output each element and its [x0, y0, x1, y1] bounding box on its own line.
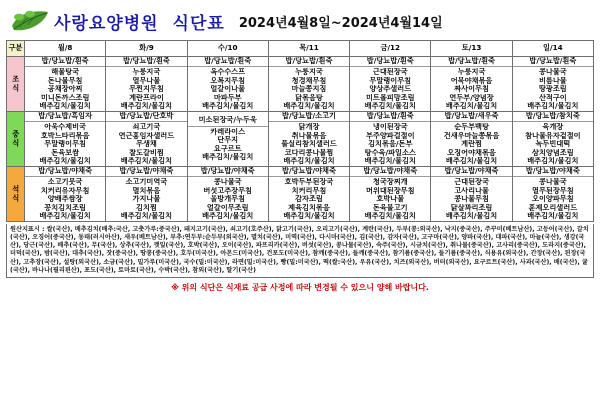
- menu-item: 가지나물: [132, 195, 161, 204]
- menu-item: 얼갈이무조림: [206, 203, 249, 212]
- menu-item: 삼치양념조림: [532, 148, 574, 157]
- menu-item: 배추김치/물김치: [120, 212, 173, 221]
- menu-cell: [106, 111, 187, 166]
- menu-item: 머위대된장무침: [365, 186, 415, 195]
- menu-item: 냉이된장국: [372, 123, 408, 132]
- menu-item: 배추김치/물김치: [202, 153, 254, 162]
- menu-item: 탕수육/파일소스: [364, 148, 416, 157]
- menu-item: 배추김치/물김치: [527, 212, 579, 221]
- menu-item: 찰도갈비찜: [129, 148, 164, 157]
- menu-item: 밥/당뇨밥/야채죽: [269, 167, 349, 177]
- menu-item: 콩나물국: [538, 178, 567, 187]
- menu-item: 청국장찌개: [372, 178, 408, 187]
- menu-item: 근대된장국: [454, 178, 489, 187]
- day-header-3: 목/11: [268, 41, 349, 57]
- leaf-icon: [10, 8, 50, 34]
- menu-item: 배추김치/물김치: [39, 157, 91, 166]
- menu-item: 얼갈이나물: [210, 85, 246, 94]
- menu-item: 배추김치/물김치: [202, 212, 254, 221]
- menu-item: 배추김치/물김치: [527, 102, 579, 111]
- menu-item: 순두부백탕: [454, 123, 489, 132]
- menu-cell: [106, 166, 187, 221]
- menu-item: 콩나물국: [538, 68, 567, 77]
- menu-item: 밥/당뇨밥/흰죽: [106, 57, 186, 67]
- menu-item: 밥/당뇨밥/흰죽: [269, 57, 349, 67]
- menu-item: 쇠고기국: [132, 123, 161, 132]
- period-label: 2024년4월8일~2024년4월14일: [238, 15, 443, 31]
- menu-item: 짜사이무침: [454, 85, 489, 94]
- menu-cell: [431, 57, 512, 112]
- menu-cell: [431, 111, 512, 166]
- menu-item: 마파두부: [213, 93, 242, 102]
- menu-item: 밥/당뇨밥/야채죽: [106, 167, 186, 177]
- menu-item: 고사리나물: [454, 186, 489, 195]
- day-header-4: 금/12: [350, 41, 431, 57]
- menu-item: 누룽지국: [132, 68, 161, 77]
- menu-item: 돈육불고기: [372, 203, 408, 212]
- menu-cell: [431, 166, 512, 221]
- menu-table: [6, 40, 594, 222]
- menu-item: 김치볶음/돈부: [368, 140, 413, 149]
- menu-item: 누룽지국: [457, 68, 486, 77]
- menu-cell: [187, 57, 268, 112]
- menu-item: 배추김치/물김치: [283, 157, 335, 166]
- day-header-5: 토/13: [431, 41, 512, 57]
- meal-row-0: [7, 57, 594, 112]
- menu-item: 아욱수제비국: [44, 123, 86, 132]
- menu-item: 무찐지무침: [129, 85, 164, 94]
- menu-cell: [512, 57, 593, 112]
- menu-item: 울방개무침: [210, 195, 246, 204]
- menu-item: 밥/당뇨밥/소고기: [269, 112, 349, 122]
- menu-item: 비름나물: [538, 76, 567, 85]
- menu-item: 해물탕국: [51, 68, 80, 77]
- menu-item: 멸치볶음: [132, 186, 161, 195]
- day-header-1: 화/9: [106, 41, 187, 57]
- menu-item: 코다리콩나물찜: [284, 148, 334, 157]
- menu-item: 배추김치/물김치: [120, 102, 173, 111]
- menu-item: 열무된장무침: [532, 186, 574, 195]
- menu-item: 계란찜: [461, 140, 482, 149]
- menu-item: 카레라이스: [210, 127, 246, 136]
- menu-item: 돈나물무침: [47, 76, 83, 85]
- table-header-row: [7, 41, 594, 57]
- menu-item: 밥/당뇨밥/새우죽: [431, 112, 511, 122]
- menu-cell: [187, 166, 268, 221]
- menu-item: 버섯고추장무침: [203, 186, 252, 195]
- menu-cell: [25, 57, 106, 112]
- menu-item: 부주양파걸절이: [365, 131, 415, 140]
- menu-item: 계란프라이: [129, 93, 164, 102]
- origin-note: 원산지표시 : 쌀(국산), 배추김치(배추:국산, 고춧가루:중국산), 돼지고기(국산), 쇠고기(호주산), 닭고기(국산), 오리고기(국산), 계란(국산), 두부(콩:외국산), 낙지(중국산), 주꾸미(베트남산), 고등어(국산), 갈치(국산), 오징어(중국산), 동태(러시아산), 새우(베트남산), 부추:연두부:순두부(외국산), 멸치(국산), 미역(국산), 다시마(국산), 김(국산), 감자(국산), 고구마(국산), 양파(국산), 대파(국산), 마늘(국산), 생강(국산), 당근(국산), 배추(국산), 무(국산), 상추(국산), 깻잎(국산), 호박(국산), 오이(국산), 파프리카(국산), 버섯(국산), 콩나물(국산), 숙주(국산), 시금치(국산), 취나물(중국산), 고사리(중국산), 도라지(중국산), 더덕(국산), 밤(국산), 대추(국산), 잣(중국산), 땅콩(중국산), 호두(미국산), 아몬드(미국산), 건포도(미국산), 참깨(중국산), 들깨(중국산), 참기름(중국산), 들기름(중국산), 식용유(외국산), 간장(국산), 된장(국산), 고추장(국산), 설탕(외국산), 소금(국산), 밀가루(미국산), 국수(밀:미국산), 라면(밀:미국산), 빵(밀:미국산), 떡(쌀:국산), 우유(국산), 치즈(외국산), 버터(외국산), 요구르트(국산), 사과(국산), 배(국산), 귤(국산), 바나나(필리핀산), 포도(국산), 토마토(국산), 수박(국산), 참외(국산), 딸기(국산): [6, 224, 594, 279]
- menu-item: 밥/당뇨밥/흑임자: [25, 112, 105, 122]
- menu-item: 청경채무침: [291, 76, 327, 85]
- menu-item: 호박느타리볶음: [40, 131, 90, 140]
- menu-cell: [350, 57, 431, 112]
- menu-item: 밥/당뇨밥/흰죽: [513, 57, 593, 67]
- menu-item: 땅광조림: [538, 85, 567, 94]
- menu-item: 밥/당뇨밥/흰죽: [350, 112, 430, 122]
- meal-label-2: 석식: [7, 166, 25, 221]
- menu-item: 무생채: [136, 140, 157, 149]
- menu-item: 콩나물무침: [454, 195, 489, 204]
- menu-item: 훈제오리샐러드: [528, 203, 578, 212]
- menu-cell: [268, 166, 349, 221]
- day-header-2: 수/10: [187, 41, 268, 57]
- menu-item: 밥/당뇨밥/단호박: [106, 112, 186, 122]
- menu-item: 열무나물: [132, 76, 161, 85]
- menu-item: 배추김치/물김치: [445, 157, 498, 166]
- menu-item: 오징어야채볶음: [447, 148, 496, 157]
- menu-cell: [268, 57, 349, 112]
- menu-item: 오복지무침: [210, 76, 246, 85]
- menu-item: 배추김치/물김치: [202, 102, 254, 111]
- footnote: ※ 위의 식단은 식재료 공급 사정에 따라 변경될 수 있으니 양해 바랍니다.: [171, 283, 429, 293]
- menu-item: 옥수수스프: [210, 68, 246, 77]
- menu-cell: [25, 111, 106, 166]
- menu-item: 배추김치/물김치: [39, 102, 91, 111]
- menu-item: 밥/당뇨밥/흰죽: [188, 57, 268, 67]
- menu-item: 누룽지국: [295, 68, 323, 77]
- menu-item: 녹두빈대떡: [535, 140, 571, 149]
- meal-row-1: [7, 111, 594, 166]
- menu-item: 미니돈까스조림: [40, 93, 90, 102]
- menu-cell: [350, 111, 431, 166]
- menu-item: 요구르트: [213, 144, 242, 153]
- menu-item: 근대된장국: [372, 68, 408, 77]
- menu-cell: [512, 111, 593, 166]
- menu-item: 김치찜: [136, 203, 157, 212]
- title-sub: 식단표: [172, 13, 225, 34]
- menu-item: 배추김치/물김치: [445, 102, 498, 111]
- menu-item: 풀실리참치샐러드: [281, 140, 337, 149]
- menu-item: 미트볼피망조림: [365, 93, 415, 102]
- menu-item: 치커리무침: [291, 186, 327, 195]
- menu-item: 꽁치김치조림: [44, 203, 86, 212]
- menu-item: 치커리유자무침: [40, 186, 90, 195]
- menu-cell: [350, 166, 431, 221]
- meal-label-1: 중식: [7, 111, 25, 166]
- menu-item: 제육김치볶음: [288, 203, 330, 212]
- menu-item: 건새우마늘쫑볶음: [443, 131, 500, 140]
- menu-item: 호박두부된장국: [284, 178, 334, 187]
- menu-item: 양상추샐러드: [369, 85, 412, 94]
- menu-item: 밥/당뇨밥/야채죽: [431, 167, 511, 177]
- meal-row-2: [7, 166, 594, 221]
- menu-item: 돈육보쌈: [51, 148, 80, 157]
- menu-item: 배추김치/물김치: [39, 212, 91, 221]
- menu-item: 닭볶음탕: [295, 93, 323, 102]
- menu-item: 밥/당뇨밥/야채죽: [513, 167, 593, 177]
- menu-item: 산적구이: [538, 93, 567, 102]
- menu-item: 소고기뭇국: [47, 178, 83, 187]
- menu-item: 연근홍임자샐러드: [118, 131, 175, 140]
- menu-item: 육개장: [542, 123, 564, 132]
- title-main: 사랑요양병원: [54, 13, 159, 34]
- menu-cell: [512, 166, 593, 221]
- meal-label-0: 조식: [7, 57, 25, 112]
- menu-item: 배추김치/물김치: [364, 212, 416, 221]
- menu-item: 무말랭이무침: [369, 76, 412, 85]
- menu-item: 호박나물: [376, 195, 405, 204]
- menu-item: 밥/당뇨밥/흰죽: [350, 57, 430, 67]
- menu-item: 배추김치/물김치: [283, 212, 335, 221]
- corner-header: 구분: [7, 41, 25, 57]
- menu-item: 소고기미역국: [125, 178, 168, 187]
- menu-item: 배추김치/물김치: [527, 157, 579, 166]
- menu-cell: [25, 166, 106, 221]
- menu-item: 배추김치/물김치: [120, 157, 173, 166]
- menu-cell: [106, 57, 187, 112]
- menu-item: 배추김치/물김치: [364, 157, 416, 166]
- menu-item: 닭살꽈리조림: [450, 203, 493, 212]
- menu-item: 공채장아찌: [47, 85, 83, 94]
- menu-cell: [187, 111, 268, 166]
- menu-item: 미소된장국/누두욱: [188, 116, 268, 126]
- menu-cell: [268, 111, 349, 166]
- menu-item: 연두부/양념장: [449, 93, 494, 102]
- menu-item: 오이양파무침: [532, 195, 574, 204]
- menu-item: 양배추쌈장: [47, 195, 83, 204]
- menu-table-body: [7, 57, 594, 222]
- menu-item: 무말랭이무침: [44, 140, 86, 149]
- menu-item: 밥/당뇨밥/야채죽: [25, 167, 105, 177]
- page-title: [54, 9, 225, 34]
- menu-item: 참나물유자겉절이: [525, 131, 581, 140]
- page-header: [6, 4, 594, 38]
- menu-item: 밥/당뇨밥/야채죽: [350, 167, 430, 177]
- menu-item: 단무지: [217, 136, 239, 145]
- menu-item: 밥/당뇨밥/참치죽: [513, 112, 593, 122]
- menu-item: 배추김치/물김치: [364, 102, 416, 111]
- menu-item: 감자조림: [295, 195, 323, 204]
- menu-item: 밥/당뇨밥/야채죽: [188, 167, 268, 177]
- menu-item: 배추김치/물김치: [283, 102, 335, 111]
- menu-item: 마늘쫑지짐: [291, 85, 327, 94]
- menu-item: 어묵야채볶음: [450, 76, 493, 85]
- menu-item: 취나물볶음: [291, 131, 327, 140]
- day-header-6: 일/14: [512, 41, 593, 57]
- menu-item: 밥/당뇨밥/흰죽: [25, 57, 105, 67]
- menu-item: 닭개장: [298, 123, 320, 132]
- day-header-0: 월/8: [25, 41, 106, 57]
- menu-item: 배추김치/물김치: [445, 212, 498, 221]
- menu-item: 콩나물국: [213, 178, 242, 187]
- menu-item: 밥/당뇨밥/흰죽: [431, 57, 511, 67]
